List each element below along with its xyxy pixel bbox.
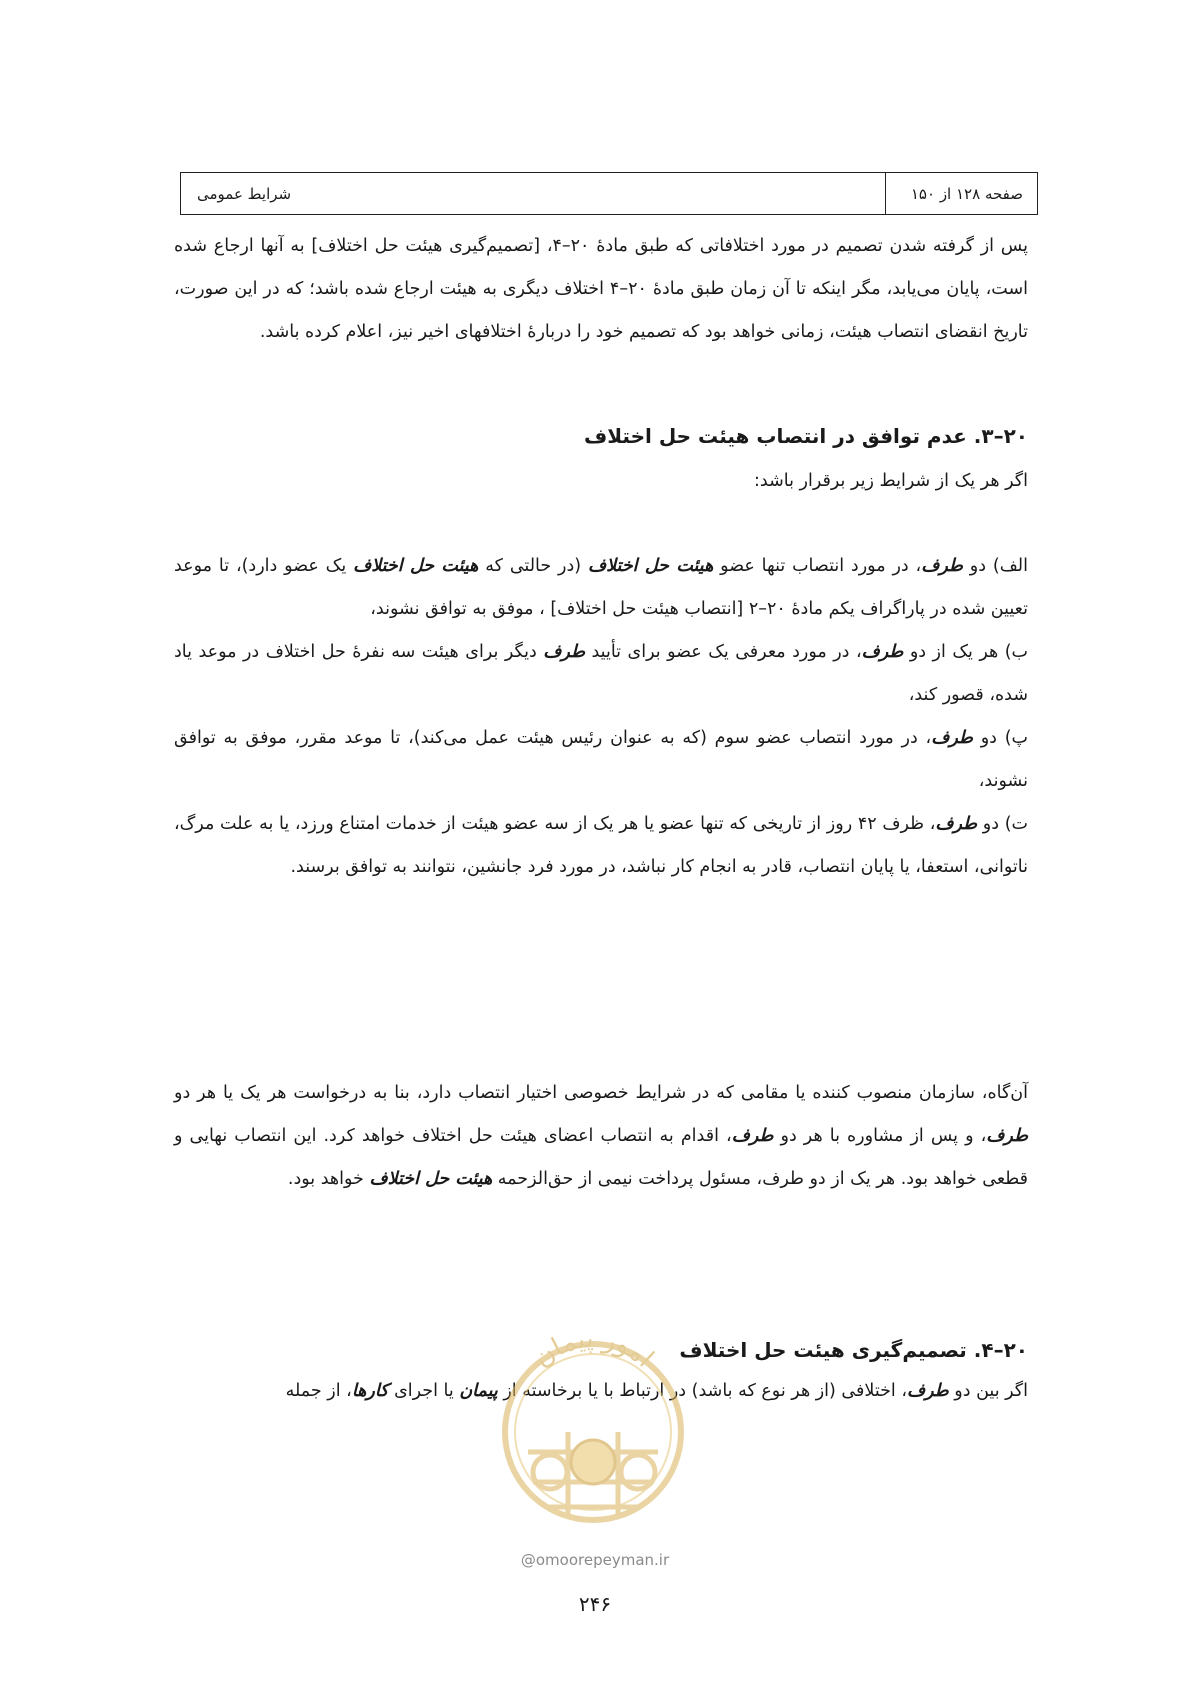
defined-term: طرف — [935, 814, 978, 834]
section-heading-block — [174, 416, 1028, 456]
text-run: ت) دو — [977, 814, 1029, 834]
defined-term: هیئت حل اختلاف — [353, 556, 479, 576]
text-run: ، و پس از مشاوره با هر دو — [773, 1126, 987, 1146]
text-run: الف) دو — [962, 556, 1029, 576]
defined-term: هیئت حل اختلاف — [369, 1169, 493, 1189]
text-run: آن‌گاه، سازمان منصوب کننده یا مقامی که در شرایط خصوصی اختیار انتصاب دارد، بنا به درخواست هر یک یا هر دو — [174, 1083, 1028, 1103]
conditions-intro-block — [174, 460, 1028, 503]
watermark-url: @omoorepeyman.ir — [520, 1551, 670, 1569]
conditions-list — [174, 545, 1028, 889]
defined-term: هیئت حل اختلاف — [587, 556, 714, 576]
condition-te — [174, 803, 1028, 889]
defined-term: طرف — [731, 1126, 774, 1146]
text-run: اگر بین دو — [948, 1381, 1028, 1401]
condition-be — [174, 631, 1028, 717]
text-run: دیگر برای هیئت سه نفرهٔ حل اختلاف در موعد یاد شده، قصور کند، — [174, 642, 1028, 705]
condition-pe — [174, 717, 1028, 803]
body-text — [174, 225, 1028, 354]
text-run: ب) هر یک از دو — [903, 642, 1028, 662]
paragraph-intro: پس از گرفته شدن تصمیم در مورد اختلافاتی که طبق مادهٔ ۲۰–۴، [تصمیم‌گیری هیئت حل اختلاف] به آنها ارجاع شده است، پایان می‌یابد، مگر اینکه تا آن زمان طبق مادهٔ ۲۰–۴ اختلاف دیگری به هیئت ارجاع شده باشد؛ که در این صورت، تاریخ انقضای انتصاب هیئت، زمانی خواهد بود که تصمیم خود را دربارهٔ اختلافهای اخیر نیز، اعلام کرده باشد. — [174, 236, 1028, 342]
text-run: ، از جمله — [285, 1381, 352, 1401]
closing-paragraph — [174, 1072, 1028, 1201]
text-run: ، در مورد انتصاب تنها عضو — [713, 556, 922, 576]
defined-term: کارها — [351, 1381, 389, 1401]
watermark-logo-text: امور پیمان — [527, 1323, 660, 1374]
defined-term: طرف — [986, 1126, 1029, 1146]
text-run: یک عضو دارد)، تا موعد تعیین شده در پاراگراف یکم مادهٔ ۲۰–۲ [انتصاب هیئت حل اختلاف] ، موفق به توافق نشوند، — [174, 556, 1028, 619]
text-run: ، در مورد معرفی یک عضو برای تأیید — [585, 642, 862, 662]
text-run: ، در مورد انتصاب عضو سوم (که به عنوان رئیس هیئت عمل می‌کند)، تا موعد مقرر، موفق به توافق نشوند، — [174, 728, 1028, 791]
closing-block — [174, 1072, 1028, 1201]
text-run: (در حالتی که — [478, 556, 588, 576]
defined-term: طرف — [861, 642, 904, 662]
section-heading-20-4: ۲۰–۴. تصمیم‌گیری هیئت حل اختلاف — [679, 1338, 1028, 1362]
defined-term: طرف — [543, 642, 586, 662]
defined-term: طرف — [921, 556, 963, 576]
section-title: شرایط عمومی — [197, 184, 292, 203]
text-run: پ) دو — [972, 728, 1029, 748]
defined-term: طرف — [907, 1381, 949, 1401]
page-header — [180, 172, 1038, 215]
defined-term: طرف — [931, 728, 973, 748]
defined-term: پیمان — [459, 1381, 498, 1401]
text-run: خواهد بود. — [287, 1169, 370, 1189]
conditions-intro: اگر هر یک از شرایط زیر برقرار باشد: — [754, 471, 1028, 491]
page-number: ۲۴۶ — [578, 1592, 612, 1616]
text-run: ، اقدام به انتصاب اعضای هیئت حل اختلاف خواهد کرد. این انتصاب نهایی و قطعی خواهد بود. هر یک از دو طرف، مسئول پرداخت نیمی از حق‌الزحمه — [174, 1126, 1028, 1189]
text-run: ، اختلافی (از هر نوع که باشد) در ارتباط با یا برخاسته از — [497, 1381, 907, 1401]
condition-alef — [174, 545, 1028, 631]
page-counter: صفحه ۱۲۸ از ۱۵۰ — [885, 173, 1037, 214]
text-run: ، ظرف ۴۲ روز از تاریخی که تنها عضو یا هر یک از سه عضو هیئت از خدمات امتناع ورزد، یا به علت مرگ، ناتوانی، استعفا، یا پایان انتصاب، قادر به انجام کار نباشد، در مورد فرد جانشین، نتوانند به توافق برسند. — [174, 814, 1028, 877]
section-heading-20-3: ۲۰–۳. عدم توافق در انتصاب هیئت حل اختلاف — [584, 424, 1028, 448]
watermark-logo — [488, 1322, 698, 1572]
text-run: یا اجرای — [388, 1381, 460, 1401]
